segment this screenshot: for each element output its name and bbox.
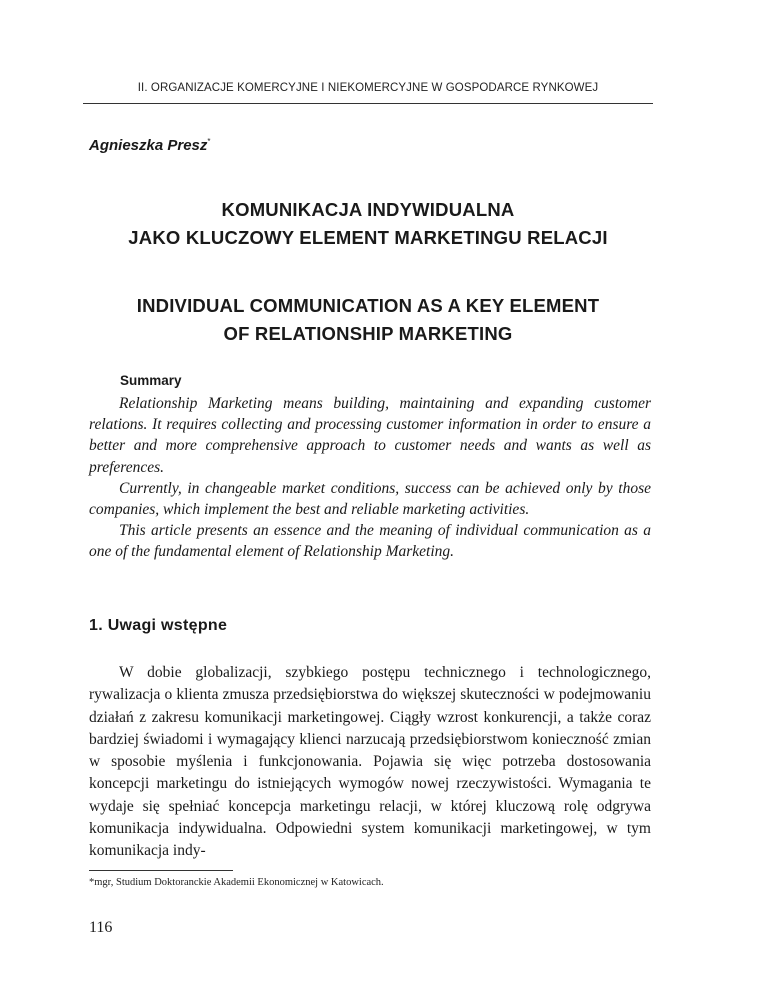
abstract-paragraph: This article presents an essence and the meaning of individual communication as a one of the fundamental element of Relationship Marketing. [89,522,651,561]
title-english [83,292,653,348]
body-paragraph: W dobie globalizacji, szybkiego postępu technicznego i technologicznego, rywalizacja o klienta zmusza przedsiębiorstwa do większej skuteczności w podejmowaniu działań z zakresu komunikacji marketingowej. Ciągły wzrost konkurencji, a także coraz bardziej świadomi i wymagający klienci narzucają przedsiębiorstwom konieczność zmian w sposobie myślenia i funkcjonowania. Pojawia się więc potrzeba dostosowania koncepcji marketingu do istniejących wymogów nowej rzeczywistości. Wymagania te wydaje się spełniać koncepcja marketingu relacji, w której kluczową rolę odgrywa komunikacja indywidualna. Odpowiedni system komunikacji marketingowej, w tym komunikacja indy- [89,664,651,860]
summary-heading: Summary [120,373,182,388]
header-rule [83,103,653,104]
title-polish [83,196,653,252]
footnote: *mgr, Studium Doktoranckie Akademii Ekonomicznej w Katowicach. [89,877,384,888]
title-polish-line-1: KOMUNIKACJA INDYWIDUALNA [221,199,515,220]
title-english-line-1: INDIVIDUAL COMMUNICATION AS A KEY ELEMENT [136,295,600,316]
title-english-line-2: OF RELATIONSHIP MARKETING [223,323,513,344]
abstract-paragraph: Relationship Marketing means building, maintaining and expanding customer relations. It requires collecting and processing customer information in order to ensure a better and more comprehensive approach to customer needs and wants as well as preferences. [89,395,651,476]
running-header: II. ORGANIZACJE KOMERCYJNE I NIEKOMERCYJNE W GOSPODARCE RYNKOWEJ [137,82,599,94]
author-footnote-mark: * [207,137,211,146]
author-name [89,137,211,154]
abstract [89,393,651,563]
section-heading: 1. Uwagi wstępne [89,617,228,634]
title-polish-line-2: JAKO KLUCZOWY ELEMENT MARKETINGU RELACJI [128,227,608,248]
page-number: 116 [89,919,113,936]
author-name-text: Agnieszka Presz [89,137,208,154]
footnote-rule [89,870,233,871]
abstract-paragraph: Currently, in changeable market conditions, success can be achieved only by those companies, which implement the best and reliable marketing activities. [89,479,651,519]
